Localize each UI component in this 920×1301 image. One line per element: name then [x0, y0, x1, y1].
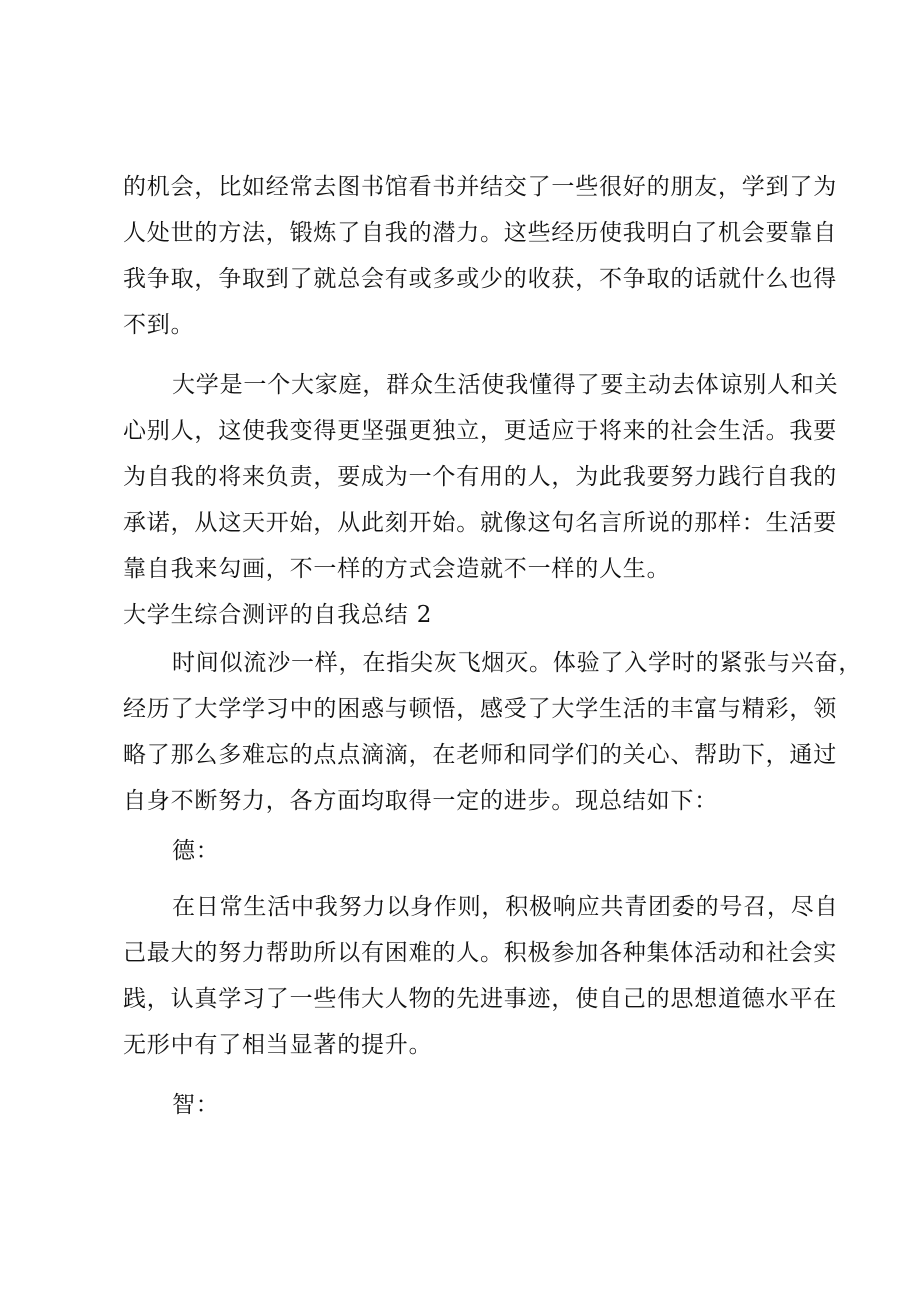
time-paragraph-line-1: 时间似流沙一样，在指尖灰飞烟灭。体验了入学时的紧张与兴奋， [172, 650, 863, 676]
family-paragraph-line-5: 靠自我来勾画，不一样的方式会造就不一样的人生。 [123, 556, 671, 582]
heading-zhi: 智： [172, 1092, 220, 1118]
de-paragraph-line-4: 无形中有了相当显著的提升。 [123, 1032, 433, 1058]
de-paragraph-line-2: 己最大的努力帮助所以有困难的人。积极参加各种集体活动和社会实 [123, 940, 837, 966]
continuation-line-4: 不到。 [123, 312, 195, 338]
family-paragraph-line-1: 大学是一个大家庭，群众生活使我懂得了要主动去体谅别人和关 [172, 372, 839, 398]
family-paragraph-line-4: 承诺，从这天开始，从此刻开始。就像这句名言所说的那样：生活要 [123, 510, 837, 536]
time-paragraph-line-4: 自身不断努力，各方面均取得一定的进步。现总结如下： [123, 788, 718, 814]
family-paragraph-line-2: 心别人，这使我变得更坚强更独立，更适应于将来的社会生活。我要 [123, 418, 837, 444]
time-paragraph-line-2: 经历了大学学习中的困惑与顿悟，感受了大学生活的丰富与精彩，领 [123, 696, 837, 722]
de-paragraph-line-1: 在日常生活中我努力以身作则，积极响应共青团委的号召，尽自 [172, 894, 839, 920]
de-paragraph-line-3: 践，认真学习了一些伟大人物的先进事迹，使自己的思想道德水平在 [123, 986, 837, 1012]
continuation-line-3: 我争取，争取到了就总会有或多或少的收获，不争取的话就什么也得 [123, 266, 837, 292]
time-paragraph-line-3: 略了那么多难忘的点点滴滴，在老师和同学们的关心、帮助下，通过 [123, 742, 837, 768]
family-paragraph-line-3: 为自我的将来负责，要成为一个有用的人，为此我要努力践行自我的 [123, 464, 837, 490]
continuation-line-1: 的机会，比如经常去图书馆看书并结交了一些很好的朋友，学到了为 [123, 174, 837, 200]
continuation-line-2: 人处世的方法，锻炼了自我的潜力。这些经历使我明白了机会要靠自 [123, 220, 837, 246]
section-title: 大学生综合测评的自我总结 2 [123, 602, 433, 628]
heading-de: 德： [172, 838, 220, 864]
